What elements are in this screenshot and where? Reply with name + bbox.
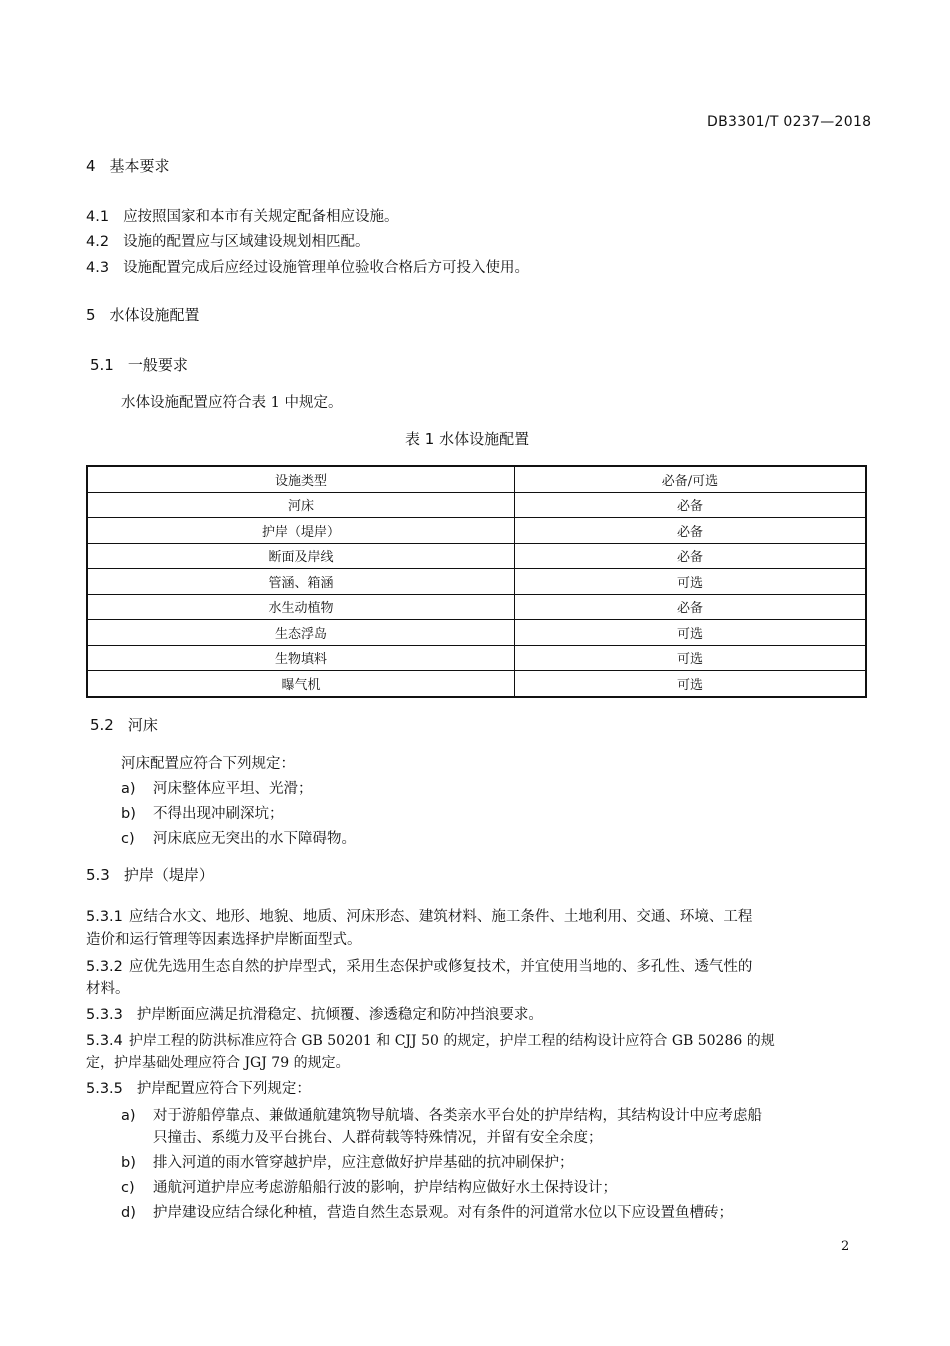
list-text: 对于游船停靠点、兼做通航建筑物导航墙、各类亲水平台处的护岸结构，其结构设计中应考虑船 [153, 1108, 762, 1124]
subsection-title: 护岸（堤岸） [123, 866, 214, 884]
subsection-number: 5.3 [86, 866, 110, 884]
header-required-optional: 必备/可选 [515, 466, 867, 492]
section-title: 基本要求 [109, 157, 170, 175]
list-text: 护岸建设应结合绿化种植，营造自然生态景观。对有条件的河道常水位以下应设置鱼槽砖； [153, 1205, 733, 1221]
table-row [87, 620, 866, 646]
list-text: 河床整体应平坦、光滑； [153, 781, 313, 797]
table-row [87, 594, 866, 620]
list-item [121, 777, 313, 798]
clause-number: 5.3.2 [86, 959, 123, 975]
table-row [87, 645, 866, 671]
list-label: a) [121, 1108, 136, 1124]
subsection-5-3-heading [86, 864, 214, 885]
list-item [121, 1201, 733, 1222]
page-number: 2 [841, 1239, 850, 1254]
section-4-heading [86, 155, 170, 176]
subsection-number: 5.1 [90, 356, 114, 374]
table-row [87, 492, 866, 518]
requirement-cell: 可选 [515, 620, 867, 646]
facility-cell: 断面及岸线 [87, 543, 515, 569]
clause-number: 5.3.5 [86, 1081, 123, 1097]
requirement-cell: 必备 [515, 518, 867, 544]
facility-cell: 曝气机 [87, 671, 515, 697]
clause-number: 4.1 [86, 209, 110, 225]
facility-cell: 生态浮岛 [87, 620, 515, 646]
requirement-cell: 可选 [515, 671, 867, 697]
clause-5-3-4 [86, 1030, 775, 1050]
requirement-cell: 必备 [515, 594, 867, 620]
paragraph-5-1: 水体设施配置应符合表 1 中规定。 [121, 395, 343, 411]
list-item [121, 1151, 574, 1172]
clause-text: 护岸工程的防洪标准应符合 GB 50201 和 CJJ 50 的规定，护岸工程的结构设计应符合 GB 50286 的规 [128, 1033, 775, 1049]
table-row [87, 569, 866, 595]
clause-number: 5.3.3 [86, 1007, 123, 1023]
list-item [121, 827, 356, 848]
list-item [121, 802, 284, 823]
table-row [87, 671, 866, 697]
subsection-title: 一般要求 [127, 356, 188, 374]
clause-5-3-2 [86, 955, 752, 976]
section-title: 水体设施配置 [109, 306, 200, 324]
clause-5-3-1-continuation: 造价和运行管理等因素选择护岸断面型式。 [86, 932, 362, 948]
facility-cell: 护岸（堤岸） [87, 518, 515, 544]
requirement-cell: 可选 [515, 569, 867, 595]
list-label: b) [121, 806, 136, 822]
facility-cell: 管涵、箱涵 [87, 569, 515, 595]
subsection-5-2-heading [90, 714, 158, 735]
list-label: b) [121, 1155, 136, 1171]
clause-4-1 [86, 205, 399, 226]
document-code: DB3301/T 0237—2018 [707, 114, 872, 130]
clause-5-3-1 [86, 905, 752, 926]
list-item [121, 1104, 762, 1125]
clause-text: 设施配置完成后应经过设施管理单位验收合格后方可投入使用。 [123, 260, 530, 276]
subsection-title: 河床 [127, 716, 158, 734]
section-number: 5 [86, 306, 96, 324]
subsection-5-1-heading [90, 354, 188, 375]
clause-text: 应优先选用生态自然的护岸型式，采用生态保护或修复技术，并宜使用当地的、多孔性、透气性的 [128, 959, 753, 975]
list-item [121, 1176, 617, 1197]
requirement-cell: 必备 [515, 543, 867, 569]
requirement-cell: 必备 [515, 492, 867, 518]
section-5-heading [86, 304, 200, 325]
facility-cell: 水生动植物 [87, 594, 515, 620]
clause-5-3-5 [86, 1077, 311, 1098]
list-item-continuation: 只撞击、系缆力及平台挑台、人群荷载等特殊情况，并留有安全余度； [153, 1130, 603, 1146]
clause-4-2 [86, 230, 370, 251]
table-caption: 表 1 水体设施配置 [405, 430, 530, 448]
clause-text: 应结合水文、地形、地貌、地质、河床形态、建筑材料、施工条件、土地利用、交通、环境、工程 [128, 909, 753, 925]
clause-text: 应按照国家和本市有关规定配备相应设施。 [123, 209, 399, 225]
table-row [87, 543, 866, 569]
list-text: 通航河道护岸应考虑游船船行波的影响，护岸结构应做好水土保持设计； [153, 1180, 617, 1196]
clause-5-3-2-continuation: 材料。 [86, 981, 130, 997]
list-label: c) [121, 1180, 135, 1196]
list-text: 不得出现冲刷深坑； [153, 806, 284, 822]
list-label: a) [121, 781, 136, 797]
paragraph-5-2-intro: 河床配置应符合下列规定： [121, 756, 295, 772]
table-header-row [87, 466, 866, 492]
facility-cell: 河床 [87, 492, 515, 518]
requirement-cell: 可选 [515, 645, 867, 671]
clause-text: 护岸配置应符合下列规定： [136, 1081, 311, 1097]
section-number: 4 [86, 157, 96, 175]
clause-text: 护岸断面应满足抗滑稳定、抗倾覆、渗透稳定和防冲挡浪要求。 [136, 1007, 543, 1023]
clause-5-3-4-continuation: 定，护岸基础处理应符合 JGJ 79 的规定。 [86, 1055, 350, 1071]
subsection-number: 5.2 [90, 716, 114, 734]
clause-number: 5.3.1 [86, 909, 123, 925]
clause-text: 设施的配置应与区域建设规划相匹配。 [123, 234, 370, 250]
header-facility-type: 设施类型 [87, 466, 515, 492]
clause-number: 5.3.4 [86, 1033, 123, 1049]
table-row [87, 518, 866, 544]
clause-number: 4.3 [86, 260, 110, 276]
list-text: 排入河道的雨水管穿越护岸，应注意做好护岸基础的抗冲刷保护； [153, 1155, 574, 1171]
clause-4-3 [86, 256, 529, 277]
facility-cell: 生物填料 [87, 645, 515, 671]
facility-table [86, 465, 867, 698]
clause-5-3-3 [86, 1003, 543, 1024]
list-label: d) [121, 1205, 136, 1221]
list-text: 河床底应无突出的水下障碍物。 [153, 831, 356, 847]
list-label: c) [121, 831, 135, 847]
clause-number: 4.2 [86, 234, 110, 250]
